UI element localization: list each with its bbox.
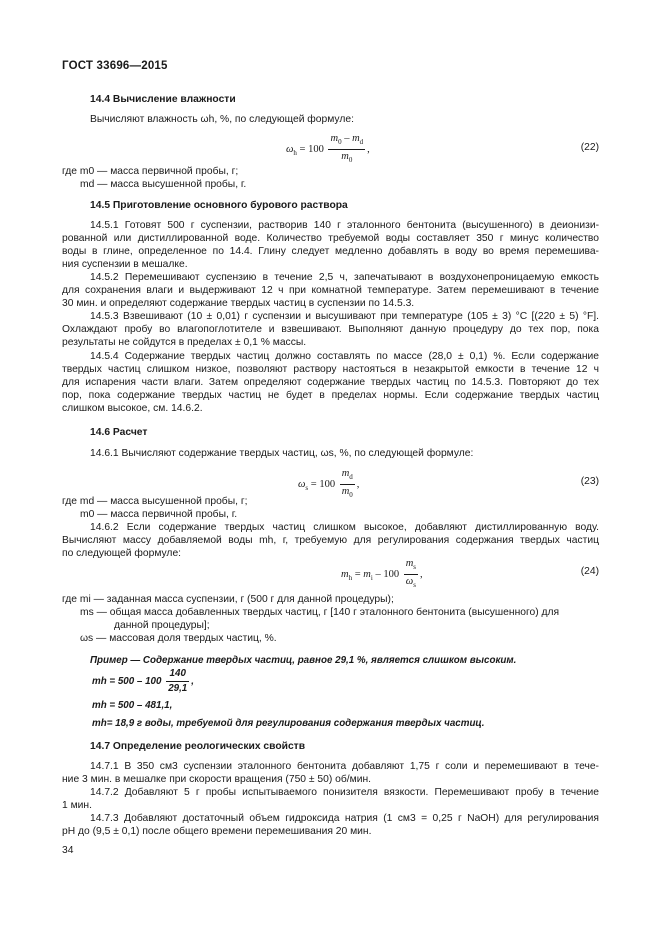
para-14-6-2-line: по следующей формуле: [62, 548, 182, 559]
section-14-4-heading: 14.4 Вычисление влажности [90, 94, 236, 105]
example-text: Пример — Содержание твердых частиц, равное 29,1 %, является слишком высоким. [90, 655, 517, 666]
para-14-7-2: 14.7.2 Добавляют 5 г пробы испытываемого понизителя вязкости. Перемешивают пробу в течение [90, 787, 599, 798]
para-14-5-4-line: пор, пока содержание твердых частиц не будет в пределах нормы. Если содержание твердых частиц [62, 390, 599, 401]
where-m0-2: m0 — масса первичной пробы, г. [80, 509, 238, 520]
para-14-7-3: 14.7.3 Добавляют достаточный объем гидроксида натрия (1 см3 = 0,25 г NaOH) для регулирования [90, 813, 599, 824]
section-14-6-heading: 14.6 Расчет [90, 427, 148, 438]
para-14-5-2-line: 30 мин. и определяют содержание твердых частиц в суспензии по 14.5.3. [62, 298, 415, 309]
para-14-7-1-line: ние 3 мин. в мешалке при скорости вращения (750 ± 50) об/мин. [62, 774, 372, 785]
para-14-5-1-line: ния суспензии в мешалке. [62, 259, 188, 270]
example-calc-2: mh = 500 – 481,1, [92, 700, 173, 711]
section-14-7-heading: 14.7 Определение реологических свойств [90, 741, 306, 752]
para-14-5-3: 14.5.3 Взвешивают (10 ± 0,01) г суспензии и высушивают при температуре (105 ± 3) °С [(220 ± 5) °F]. [90, 311, 599, 322]
para-14-5-3-line: Охлаждают пробу во влагопоглотителе и взвешивают. Выполняют данную процедуру до тех пор, пока [62, 324, 599, 335]
para-14-5-1-line: рованной или дистиллированной воде. Количество требуемой воды составляет 350 г минус количество [62, 233, 599, 244]
where-ws: ωs — массовая доля твердых частиц, %. [80, 633, 277, 644]
formula-22-number: (22) [580, 142, 599, 153]
where-md-2: где md — масса высушенной пробы, г; [62, 496, 248, 507]
formula-24: $m_h = m_i - 100$ $\frac{m_s}{\omega_s}$ , [341, 558, 423, 590]
page-number: 34 [62, 845, 74, 856]
where-ms-cont: данной процедуры]; [114, 620, 210, 631]
formula-22: $\omega_h = 100$ $\frac{m_0 - m_d}{m_0}$ , [286, 133, 370, 165]
where-m0: где m0 — масса первичной пробы, г; [62, 166, 239, 177]
example-fraction-num: 140 [166, 668, 189, 682]
para-14-5-1-line: воды в глине, определенное по 14.4. Глину следует медленно добавлять в воду во время перемешива- [62, 246, 599, 257]
para-14-7-3-line: рН до (9,5 ± 0,1) после общего времени перемешивания 20 мин. [62, 826, 372, 837]
formula-23-number: (23) [580, 476, 599, 487]
section-14-5-heading: 14.5 Приготовление основного бурового раствора [90, 200, 348, 211]
para-14-5-2-line: для сохранения влаги и выдерживают 12 ч при комнатной температуре. Затем перемешивают в течение [62, 285, 599, 296]
where-mi: где mi — заданная масса суспензии, г (500 г для данной процедуры); [62, 594, 394, 605]
para-14-6-2-line: Вычисляют массу добавляемой воды mh, г, требуемую для регулирования содержания твердых частиц [62, 535, 599, 546]
para-14-6-2: 14.6.2 Если содержание твердых частиц слишком высокое, добавляют дистиллированную воду. [90, 522, 599, 533]
para-14-7-2-line: 1 мин. [62, 800, 92, 811]
example-calc-1: mh = 500 – 100 $\frac{140}{29,1}$ , [92, 668, 194, 694]
formula-23: $\omega_s = 100$ $\frac{m_d}{m_0}$ , [298, 468, 360, 500]
para-14-5-4-line: слишком высокое, см. 14.6.2. [62, 403, 203, 414]
example-calc-1-lhs: mh = 500 – 100 [92, 676, 162, 688]
where-md: md — масса высушенной пробы, г. [80, 179, 247, 190]
para-14-6-1: 14.6.1 Вычисляют содержание твердых частиц, ωs, %, по следующей формуле: [90, 448, 474, 459]
para-14-5-4: 14.5.4 Содержание твердых частиц должно составлять по массе (28,0 ± 0,1) %. Если содержание [90, 351, 599, 362]
example-calc-3: mh= 18,9 г воды, требуемой для регулирования содержания твердых частиц. [92, 718, 485, 729]
para-14-5-3-line: результаты не сойдутся в пределах ± 0,1 % массы. [62, 337, 307, 348]
para-14-5-4-line: для испарения части влаги. Затем определяют содержание твердых частиц по 14.5.3. Повторяют до тех [62, 377, 599, 388]
para-14-5-2: 14.5.2 Перемешивают суспензию в течение 2,5 ч, запечатывают в воздухонепроницаемую емкость [90, 272, 599, 283]
where-ms: ms — общая масса добавленных твердых частиц, г [140 г эталонного бентонита (высушенного) для [80, 607, 560, 618]
section-14-4-intro: Вычисляют влажность ωh, %, по следующей формуле: [90, 114, 354, 125]
standard-title: ГОСТ 33696—2015 [62, 60, 168, 72]
para-14-5-4-line: твердых частиц слишком низкое, позволяют раствору настояться в незакрытой емкости в течение 12 ч [62, 364, 599, 375]
para-14-5-1: 14.5.1 Готовят 500 г суспензии, растворив 140 г эталонного бентонита (высушенного) в деионизи- [90, 220, 599, 231]
para-14-7-1: 14.7.1 В 350 см3 суспензии эталонного бентонита добавляют 1,75 г соли и перемешивают в тече- [90, 761, 599, 772]
example-fraction-den: 29,1 [168, 683, 188, 694]
formula-24-number: (24) [580, 566, 599, 577]
